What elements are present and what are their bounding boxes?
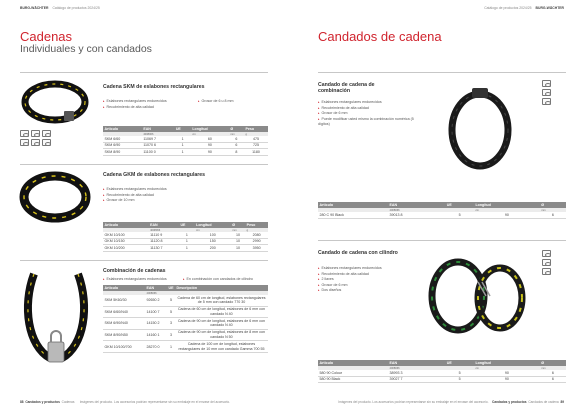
- bullet: ▸ Grosor de 6 mm: [318, 283, 423, 289]
- right-header: Catálogo de productos 2024/25 BURG-WÄCHTER: [484, 6, 564, 10]
- skm-spec-table: Artículo EAN UE Longitud Ø Peso 4008066 cm mm g SKM 6/60 11069 7 1 60 6 475 SKM 6/90 11070 6 1 90 6 725 SKM 8/90 11100 0 1 90 8 1180: [103, 126, 268, 156]
- skm-bullets-right: [198, 99, 268, 105]
- gkm-title: Cadena GKM de eslabones rectangulares: [103, 172, 206, 178]
- bicycle-icon: [20, 130, 29, 137]
- bullet: ▸ Eslabones rectangulares endurecidos: [103, 187, 203, 193]
- bicycle-icon: [542, 80, 551, 87]
- boat-icon: [42, 139, 51, 146]
- table-row: 580 90 Colour 38993 3 5 90 6: [318, 370, 566, 376]
- scooter-icon: [542, 89, 551, 96]
- bullet: ▸ 2 llaves: [318, 277, 423, 283]
- skm-title: Cadena SKM de eslabones rectangulares: [103, 84, 205, 90]
- cyl-usage-icons: [542, 250, 551, 275]
- bicycle-icon: [542, 250, 551, 257]
- bullet: ▸ Eslabones rectangulares endurecidos: [318, 266, 423, 272]
- table-row: 580 90 Black 39027 7 5 90 6: [318, 376, 566, 383]
- bullet: ▸ Eslabones rectangulares endurecidos: [103, 277, 193, 283]
- table-row: SKM 6/90/N40 14150 2 3 Cadena de 90 cm de longitud, eslabones de 6 mm con candado N 40: [103, 318, 268, 330]
- gkm-spec-table: Artículo EAN UE Longitud Ø Peso 4008066 cm mm g GKM 10/100 11110 9 1 100 10 2080 GKM 10/150 11120 8 1 150 10 2990 GKM 10/200 11130 7 1 200 10 3950: [103, 222, 268, 252]
- section-divider: [318, 240, 566, 241]
- cyl-bullets: [318, 266, 423, 294]
- section-divider: [20, 72, 268, 73]
- table-row: 280 C 90 Black 39013 8 5 90 6: [318, 212, 566, 218]
- gkm-chain-image: [18, 170, 92, 226]
- comb-title: Candado de cadena de combinación: [318, 82, 375, 95]
- comb-bullets: [318, 100, 423, 128]
- left-header: BURG-WÄCHTER Catálogo de productos 2024/25: [20, 6, 100, 10]
- table-row: SKM 6/60/N40 14100 7 5 Cadena de 60 cm de longitud, eslabones de 6 mm con candado N 40: [103, 306, 268, 318]
- section-divider: [20, 260, 268, 261]
- bullet: ▸ Recubrimiento de alta calidad: [103, 193, 203, 199]
- col-ue: UE: [174, 126, 191, 132]
- gkm-bullets: [103, 187, 203, 204]
- col-diameter: Ø: [229, 126, 244, 132]
- bullet: ▸ En combinación con candados de cilindro: [183, 277, 273, 283]
- bullet: ▸ Recubrimiento de alta calidad: [103, 105, 193, 111]
- bullet: ▸ Eslabones rectangulares endurecidos: [318, 100, 423, 106]
- right-page: [290, 0, 580, 410]
- table-row: SKM 6/90 11070 6 1 90 6 725: [103, 142, 268, 149]
- page-title-right: Candados de cadena: [318, 29, 442, 44]
- motorbike-icon: [42, 130, 51, 137]
- scooter-icon: [542, 259, 551, 266]
- table-row: SKM 8/90 11100 0 1 90 8 1180: [103, 149, 268, 156]
- section-divider: [20, 164, 268, 165]
- combo-bullets-right: [183, 277, 273, 283]
- comb-usage-icons: [542, 80, 551, 105]
- table-row: SKM 6/60 11069 7 1 60 6 475: [103, 136, 268, 142]
- motorbike-icon: [542, 268, 551, 275]
- combo-bullets: [103, 277, 193, 283]
- bullet: ▸ Eslabones rectangulares endurecidos: [103, 99, 193, 105]
- skm-bullets: [103, 99, 193, 110]
- comb-spec-table: Artículo EAN UE Longitud Ø 4008066 cm mm 280 C 90 Black 39013 8 5 90 6: [318, 202, 566, 219]
- motorbike-icon: [542, 98, 551, 105]
- col-article: Artículo: [103, 126, 142, 132]
- combo-chain-image: [20, 266, 92, 370]
- left-footer: 88 Candados y productos Cadenas Imágenes del producto. Los accesorios podrían representarse sin su embalaje en el envase del accesorio.: [20, 400, 231, 404]
- table-row: GKM 10/200 11130 7 1 200 10 3950: [103, 245, 268, 252]
- skm-usage-icons: [20, 130, 51, 146]
- cyl-spec-table: Artículo EAN UE Longitud Ø 4008066 cm mm 580 90 Colour 38993 3 5 90 6 580 90 Black 39027 7 5 90 6: [318, 360, 566, 383]
- comb-chain-image: [440, 78, 520, 178]
- bullet: ▸ Dos diseños: [318, 288, 423, 294]
- col-ean: EAN: [142, 126, 175, 132]
- combo-title: Combinación de cadenas: [103, 268, 166, 274]
- combo-spec-table: Artículo EAN UE Descripción 4008066 SKM 5K60/30 92650 2 5 Cadena de 60 cm de longitud, eslabones rectangulares de 5 mm con candado 770 30 SKM 6/60/N40 14100 7 5 Cadena de 60 cm de longitud, eslabones de 6 mm con candado N 40 SKM 6/90/N40 14150 2 3 Cadena de 90 cm de longitud, eslabones de 6 mm con candado N 40 SKM 8/90/N50 14160 1 3 Cadena de 90 cm de longitud, eslabones de 8 mm con candado N 50 GKM 10/100/700 28270 0 1 Cadena de 100 cm de longitud, eslabones rectangulares de 10 mm con candado Gamma 700 55: [103, 285, 268, 353]
- col-weight: Peso: [244, 126, 268, 132]
- section-divider: [318, 72, 566, 73]
- pram-icon: [20, 139, 29, 146]
- cyl-chain-image: [420, 246, 530, 346]
- table-row: GKM 10/100 11110 9 1 100 10 2080: [103, 232, 268, 238]
- col-length: Longitud: [191, 126, 229, 132]
- page-title: Cadenas: [20, 29, 73, 44]
- right-footer: Imágenes del producto. Los accesorios podrían representarse sin su embalaje en el envase del accesorio. Candados y productos Candados de cadena 89: [338, 400, 564, 404]
- scooter-icon: [31, 130, 40, 137]
- skm-chain-image: [20, 78, 90, 126]
- cyl-title: Candado de cadena con cilindro: [318, 250, 398, 256]
- bullet: ▸ Recubrimiento de alta calidad: [318, 106, 423, 112]
- bullet: ▸ Puede modificar usted mismo la combinación numérica (5 dígitos): [318, 117, 423, 128]
- bullet: ▸ Recubrimiento de alta calidad: [318, 272, 423, 278]
- bullet: ▸ Grosor de 6 u 8 mm: [198, 99, 268, 105]
- table-row: SKM 5K60/30 92650 2 5 Cadena de 60 cm de longitud, eslabones rectangulares de 5 mm con candado 770 30: [103, 295, 268, 306]
- gate-icon: [31, 139, 40, 146]
- table-row: GKM 10/100/700 28270 0 1 Cadena de 100 cm de longitud, eslabones rectangulares de 10 mm con candado Gamma 700 55: [103, 341, 268, 353]
- page-subtitle: Individuales y con candados: [20, 43, 152, 55]
- bullet: ▸ Grosor de 10 mm: [103, 198, 203, 204]
- table-row: GKM 10/150 11120 8 1 150 10 2990: [103, 238, 268, 245]
- bullet: ▸ Grosor de 6 mm: [318, 111, 423, 117]
- table-row: SKM 8/90/N50 14160 1 3 Cadena de 90 cm de longitud, eslabones de 8 mm con candado N 50: [103, 329, 268, 341]
